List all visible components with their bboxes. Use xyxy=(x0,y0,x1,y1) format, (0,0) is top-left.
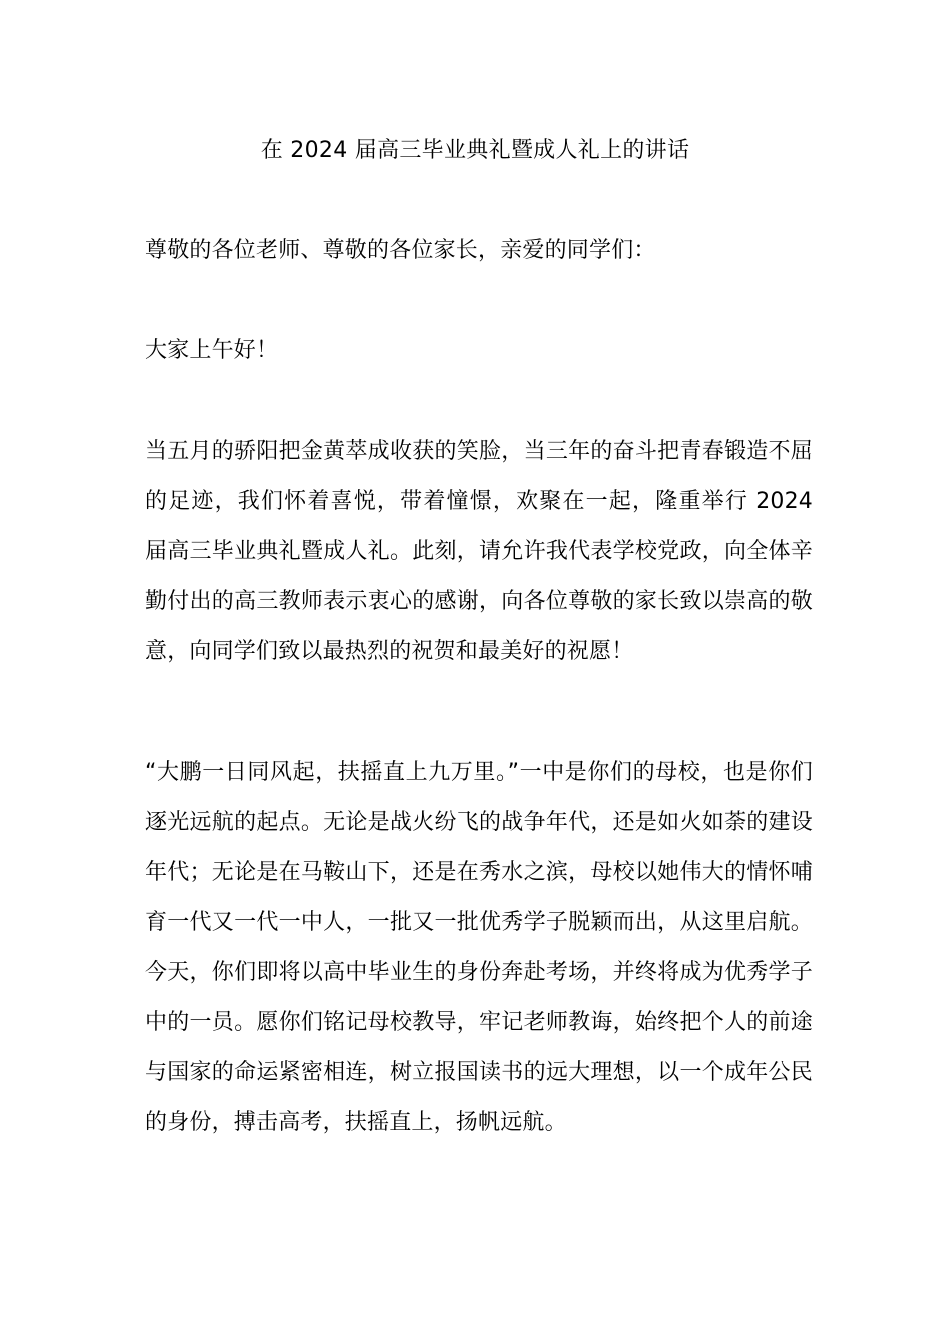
document-title: 在 2024 届高三毕业典礼暨成人礼上的讲话 xyxy=(260,138,690,163)
greeting: 大家上午好！ xyxy=(145,338,279,363)
salutation: 尊敬的各位老师、尊敬的各位家长，亲爱的同学们： xyxy=(145,238,656,263)
paragraph-opening: 当五月的骄阳把金黄萃成收获的笑脸，当三年的奋斗把青春锻造不屈的足迹，我们怀着喜悦，带着憧憬，欢聚在一起，隆重举行 2024 届高三毕业典礼暨成人礼。此刻，请允许我代表学校党政，向全体辛勤付出的高三教师表示衷心的感谢，向各位尊敬的家长致以崇高的敬意，向同学们致以最热烈的祝贺和最美好的祝愿！ xyxy=(145,439,813,664)
paragraph-school: “大鹏一日同风起，扶摇直上九万里。”一中是你们的母校，也是你们逐光远航的起点。无论是战火纷飞的战争年代，还是如火如荼的建设年代；无论是在马鞍山下，还是在秀水之滨，母校以她伟大的情怀哺育一代又一代一中人，一批又一批优秀学子脱颖而出，从这里启航。今天，你们即将以高中毕业生的身份奔赴考场，并终将成为优秀学子中的一员。愿你们铭记母校教导，牢记老师教诲，始终把个人的前途与国家的命运紧密相连，树立报国读书的远大理想，以一个成年公民的身份，搏击高考，扶摇直上，扬帆远航。 xyxy=(145,760,813,1135)
